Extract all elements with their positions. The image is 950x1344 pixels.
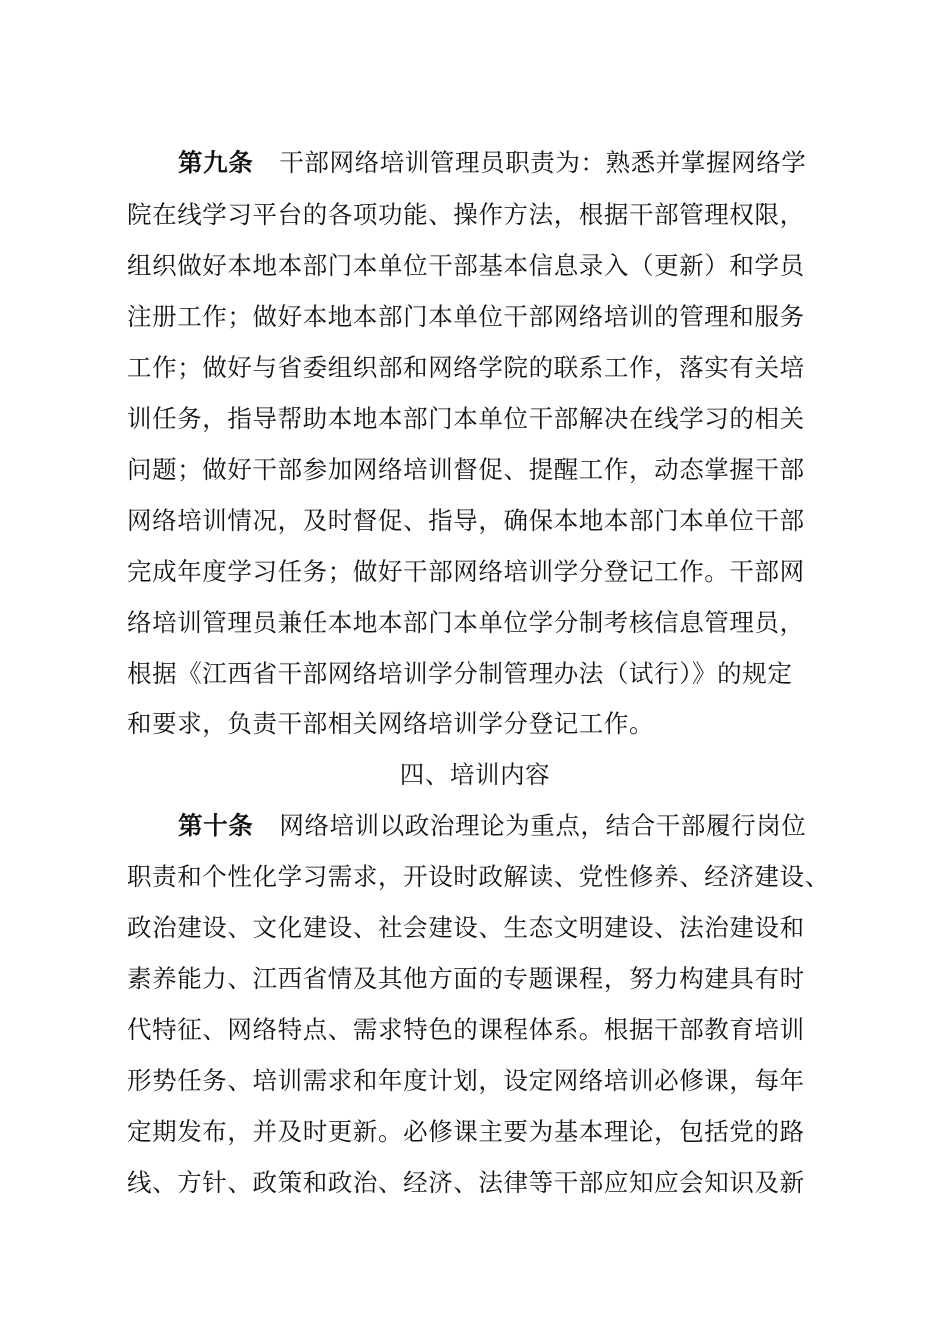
article-9-text-line: 根据《江西省干部网络培训学分制管理办法（试行）》的规定	[127, 659, 793, 688]
article-10-text-line: 形势任务、培训需求和年度计划，设定网络培训必修课，每年	[127, 1066, 805, 1095]
article-10-first-line	[178, 811, 898, 841]
article-10-text-line: 线、方针、政策和政治、经济、法律等干部应知应会知识及新	[127, 1168, 805, 1197]
article-9-first-line	[178, 148, 898, 178]
article-10-text-line: 代特征、网络特点、需求特色的课程体系。根据干部教育培训	[127, 1015, 805, 1044]
article-9-text-line: 院在线学习平台的各项功能、操作方法，根据干部管理权限，	[127, 200, 805, 229]
article-10-text-line: 素养能力、江西省情及其他方面的专题课程，努力构建具有时	[127, 964, 805, 993]
article-10-text-line: 网络培训以政治理论为重点，结合干部履行岗位	[279, 811, 807, 840]
article-9-text-line: 干部网络培训管理员职责为：熟悉并掌握网络学	[279, 148, 807, 177]
section-heading: 四、培训内容	[399, 760, 551, 789]
article-9-text-line: 完成年度学习任务；做好干部网络培训学分登记工作。干部网	[127, 557, 805, 586]
article-10-text-line: 定期发布，并及时更新。必修课主要为基本理论，包括党的路	[127, 1117, 805, 1146]
article-9-text-line: 络培训管理员兼任本地本部门本单位学分制考核信息管理员，	[127, 608, 805, 637]
article-10-text-line: 职责和个性化学习需求，开设时政解读、党性修养、经济建设、	[127, 862, 830, 891]
article-9-text-line: 训任务，指导帮助本地本部门本单位干部解决在线学习的相关	[127, 404, 805, 433]
article-10-label: 第十条	[178, 811, 254, 840]
article-9-text-line: 问题；做好干部参加网络培训督促、提醒工作，动态掌握干部	[127, 455, 805, 484]
article-9-label: 第九条	[178, 148, 254, 177]
article-9-text-line: 和要求，负责干部相关网络培训学分登记工作。	[127, 709, 655, 738]
article-9-text-line: 注册工作；做好本地本部门本单位干部网络培训的管理和服务	[127, 302, 805, 331]
article-9-text-line: 工作；做好与省委组织部和网络学院的联系工作，落实有关培	[127, 353, 805, 382]
article-10-text-line: 政治建设、文化建设、社会建设、生态文明建设、法治建设和	[127, 913, 805, 942]
article-9-text-line: 网络培训情况，及时督促、指导，确保本地本部门本单位干部	[127, 506, 805, 535]
article-9-text-line: 组织做好本地本部门本单位干部基本信息录入（更新）和学员	[127, 251, 805, 280]
